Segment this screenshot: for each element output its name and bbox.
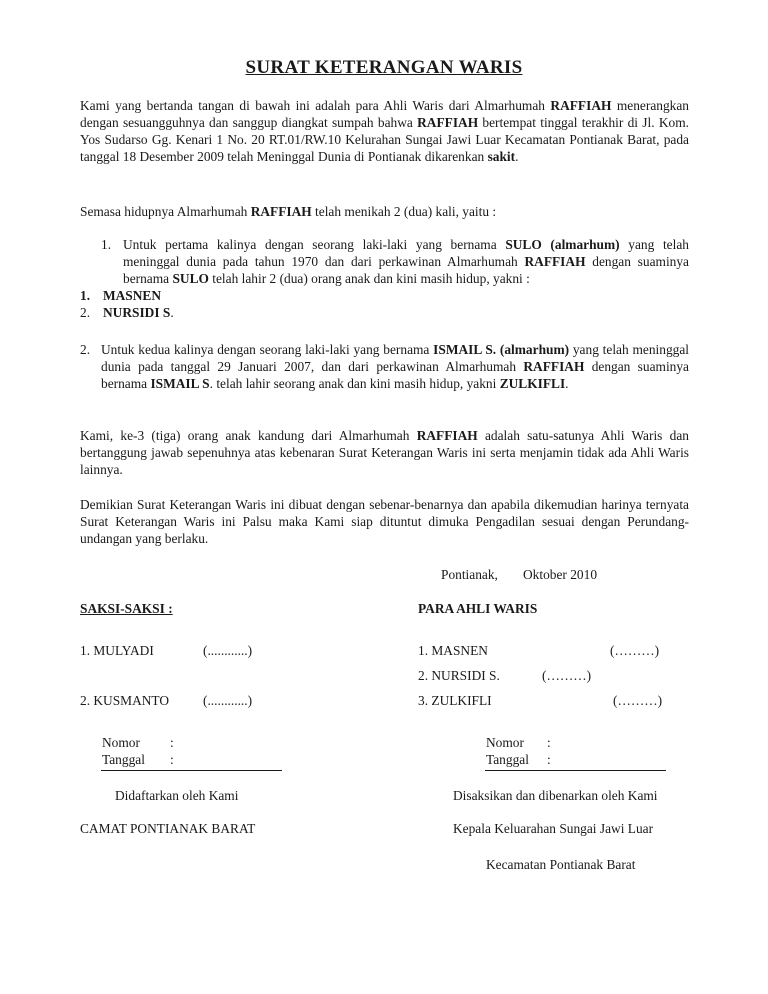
tanggal-label: Tanggal	[102, 752, 145, 767]
deceased-name: RAFFIAH	[250, 204, 312, 219]
item-text: .	[565, 376, 569, 391]
heir-name: 1. MASNEN	[418, 643, 488, 658]
spouse-name: SULO	[172, 271, 209, 286]
spouse-name: SULO (almarhum)	[505, 237, 620, 252]
date: Oktober 2010	[523, 567, 598, 582]
heir-signature: (………)	[613, 693, 663, 708]
statement-text: Kami, ke-3 (tiga) orang anak kandung dari Almarhumah	[80, 428, 417, 443]
heir-name: 2. NURSIDI S.	[418, 668, 500, 683]
second-marriage-text	[80, 341, 689, 392]
deceased-name: RAFFIAH	[416, 428, 478, 443]
witness-name: 1. MULYADI	[80, 643, 154, 658]
kecamatan-title: Kecamatan Pontianak Barat	[486, 857, 636, 872]
marriage-text: Semasa hidupnya Almarhumah	[80, 204, 251, 219]
item-text: yang telah meninggal dunia pada tanggal 29 Januari 2007, dan dari perkawinan Almarhumah	[101, 342, 689, 374]
statement-text: adalah satu-satunya Ahli Waris dan bertanggung jawab sepenuhnya atas kebenaran Surat Keterangan Waris ini serta menjamin tidak ada Ahli Waris lainnya.	[80, 428, 689, 477]
intro-text: bertempat tinggal terakhir di Jl. Kom. Yos Sudarso Gg. Kenari 1 No. 20 RT.01/RW.10 Kelurahan Sungai Jawi Luar Kecamatan Pontianak Barat, pada tanggal 18 Desember 2009 telah Meninggal Dunia di Pontianak dikarenkan	[80, 115, 689, 164]
tanggal-label: Tanggal	[486, 752, 529, 767]
spouse-name: ISMAIL S. (almarhum)	[433, 342, 570, 357]
intro-text: .	[515, 149, 519, 164]
second-marriage-item	[80, 341, 689, 392]
item-text: dengan suaminya bernama	[123, 254, 689, 286]
marriage-text: telah menikah 2 (dua) kali, yaitu :	[311, 204, 497, 219]
place: Pontianak,	[441, 567, 498, 582]
registration-line	[485, 770, 666, 771]
witnessed-by: Disaksikan dan dibenarkan oleh Kami	[453, 788, 658, 803]
cause-of-death: sakit	[487, 149, 516, 164]
statement-paragraph	[80, 427, 689, 478]
intro-text: menerangkan dengan sesuangguhnya dan sanggup diangkat sumpah bahwa	[80, 98, 689, 130]
colon: :	[547, 752, 551, 767]
closing-paragraph: Demikian Surat Keterangan Waris ini dibuat dengan sebenar-benarnya dan apabila dikemudian harinya ternyata Surat Keterangan Waris ini Palsu maka Kami siap dituntut dimuka Pengadilan sesuai dengan Perundang-undangan yang berlaku.	[80, 497, 689, 546]
registration-line	[101, 770, 282, 771]
heir-signature: (………)	[610, 643, 660, 658]
item-text: Untuk pertama kalinya dengan seorang laki-laki yang bernama	[123, 237, 506, 252]
item-number: 1.	[101, 237, 112, 252]
item-text: telah lahir 2 (dua) orang anak dan kini masih hidup, yakni :	[208, 271, 530, 286]
witness-signature: (............)	[203, 643, 253, 658]
deceased-name: RAFFIAH	[523, 359, 585, 374]
marriage-paragraph	[80, 203, 689, 220]
colon: :	[170, 752, 174, 767]
child-suffix: .	[170, 305, 174, 320]
spouse-name: ISMAIL S	[150, 376, 210, 391]
first-marriage-text	[80, 236, 689, 287]
registered-by: Didaftarkan oleh Kami	[115, 788, 239, 803]
colon: :	[170, 735, 174, 750]
colon: :	[547, 735, 551, 750]
intro-text: Kami yang bertanda tangan di bawah ini adalah para Ahli Waris dari Almarhumah	[80, 98, 551, 113]
heir-name: 3. ZULKIFLI	[418, 693, 492, 708]
deceased-name: RAFFIAH	[550, 98, 612, 113]
intro-paragraph	[80, 97, 689, 165]
witnesses-heading: SAKSI-SAKSI :	[80, 601, 173, 616]
heir-signature: (………)	[542, 668, 592, 683]
deceased-name: RAFFIAH	[524, 254, 586, 269]
heirs-heading: PARA AHLI WARIS	[418, 601, 538, 616]
document-title: SURAT KETERANGAN WARIS	[245, 57, 523, 78]
camat-title: CAMAT PONTIANAK BARAT	[80, 821, 256, 836]
first-marriage-item	[80, 236, 689, 321]
child-name: NURSIDI S	[103, 305, 171, 320]
item-text: yang telah meninggal dunia pada tahun 1970 dan dari perkawinan Almarhumah	[123, 237, 689, 269]
witness-signature: (............)	[203, 693, 253, 708]
child-name: MASNEN	[103, 288, 162, 303]
child-item	[80, 304, 689, 321]
deceased-name: RAFFIAH	[417, 115, 479, 130]
item-text: . telah lahir seorang anak dan kini masih hidup, yakni	[209, 376, 500, 391]
item-text: Untuk kedua kalinya dengan seorang laki-laki yang bernama	[101, 342, 434, 357]
kelurahan-title: Kepala Keluarahan Sungai Jawi Luar	[453, 821, 654, 836]
child-item	[80, 287, 689, 304]
item-text: dengan suaminya bernama	[101, 359, 690, 391]
child-name: ZULKIFLI	[499, 376, 566, 391]
child-number: 2.	[80, 305, 91, 320]
witness-name: 2. KUSMANTO	[80, 693, 170, 708]
item-number: 2.	[80, 342, 91, 357]
nomor-label: Nomor	[102, 735, 140, 750]
nomor-label: Nomor	[486, 735, 524, 750]
child-number: 1.	[80, 288, 91, 303]
